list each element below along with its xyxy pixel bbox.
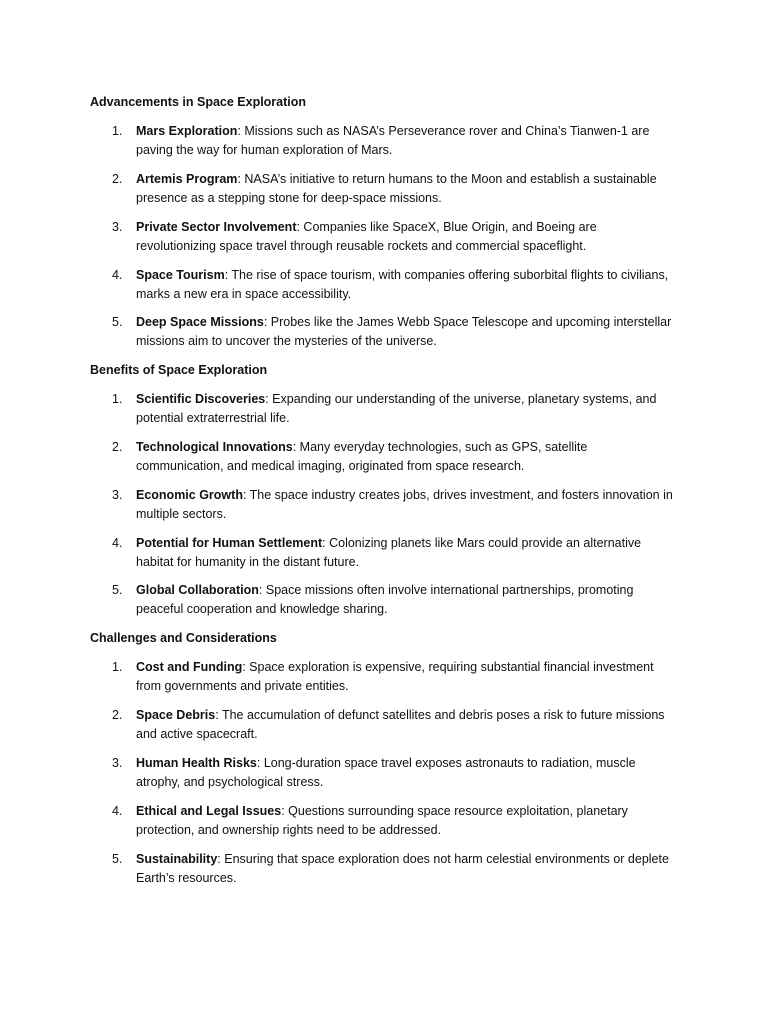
list-item-title: Technological Innovations (136, 440, 293, 454)
list-number: 4. (112, 268, 123, 282)
list-item-title: Space Debris (136, 708, 216, 722)
section-heading-advancements: Advancements in Space Exploration (90, 95, 307, 109)
list-item-text (136, 170, 676, 208)
list-item-text (136, 581, 676, 619)
list-item-body: : Probes like the James Webb Space Telescope and upcoming interstellar missions aim to uncover the mysteries of the universe. (136, 315, 672, 348)
list-item-body: : The rise of space tourism, with companies offering suborbital flights to civilians, marks a new era in space accessibility. (136, 268, 669, 301)
list-item-body: : NASA’s initiative to return humans to the Moon and establish a sustainable presence as a stepping stone for deep-space missions. (136, 172, 657, 205)
list-item-title: Ethical and Legal Issues (136, 804, 282, 818)
list-item-body: : Space missions often involve international partnerships, promoting peaceful cooperation and knowledge sharing. (136, 583, 634, 616)
list-item-text (136, 486, 676, 524)
list-item-title: Human Health Risks (136, 756, 257, 770)
list-item-text (136, 754, 676, 792)
list-number: 5. (112, 852, 123, 866)
list-number: 3. (112, 756, 123, 770)
list-item-text (136, 534, 676, 572)
list-number: 4. (112, 804, 123, 818)
list-item-title: Artemis Program (136, 172, 238, 186)
section-heading-benefits: Benefits of Space Exploration (90, 363, 268, 377)
list-item-title: Mars Exploration (136, 124, 238, 138)
list-item-body: : Space exploration is expensive, requiring substantial financial investment from governments and private entities. (136, 660, 654, 693)
list-item-text (136, 218, 676, 256)
list-number: 1. (112, 392, 123, 406)
list-item-title: Space Tourism (136, 268, 225, 282)
list-number: 2. (112, 172, 123, 186)
list-number: 1. (112, 124, 123, 138)
list-item-title: Scientific Discoveries (136, 392, 266, 406)
list-item-body: : Companies like SpaceX, Blue Origin, and Boeing are revolutionizing space travel through reusable rockets and commercial spaceflight. (136, 220, 597, 253)
list-item-text (136, 850, 676, 888)
list-number: 3. (112, 488, 123, 502)
list-item-title: Economic Growth (136, 488, 243, 502)
list-number: 2. (112, 708, 123, 722)
list-item-body: : Many everyday technologies, such as GPS, satellite communication, and medical imaging, originated from space research. (136, 440, 588, 473)
list-number: 3. (112, 220, 123, 234)
list-number: 2. (112, 440, 123, 454)
list-item-text (136, 438, 676, 476)
list-item-body: : Long-duration space travel exposes astronauts to radiation, muscle atrophy, and psychological stress. (136, 756, 636, 789)
list-item-title: Global Collaboration (136, 583, 259, 597)
list-item-body: : Expanding our understanding of the universe, planetary systems, and potential extraterrestrial life. (136, 392, 657, 425)
list-item-title: Deep Space Missions (136, 315, 264, 329)
list-item-text (136, 266, 676, 304)
section-heading-challenges: Challenges and Considerations (90, 631, 277, 645)
list-number: 5. (112, 315, 123, 329)
list-item-body: : The accumulation of defunct satellites and debris poses a risk to future missions and active spacecraft. (136, 708, 665, 741)
list-number: 1. (112, 660, 123, 674)
list-item-body: : The space industry creates jobs, drives investment, and fosters innovation in multiple sectors. (136, 488, 673, 521)
list-item-title: Private Sector Involvement (136, 220, 297, 234)
list-item-title: Potential for Human Settlement (136, 536, 323, 550)
list-number: 4. (112, 536, 123, 550)
list-item-body: : Colonizing planets like Mars could provide an alternative habitat for humanity in the distant future. (136, 536, 642, 569)
list-number: 5. (112, 583, 123, 597)
list-item-text (136, 802, 676, 840)
list-item-body: : Missions such as NASA’s Perseverance rover and China’s Tianwen-1 are paving the way for human exploration of Mars. (136, 124, 650, 157)
list-item-text (136, 122, 676, 160)
list-item-text (136, 706, 676, 744)
list-item-text (136, 658, 676, 696)
list-item-body: : Questions surrounding space resource exploitation, planetary protection, and ownership rights need to be addressed. (136, 804, 628, 837)
list-item-text (136, 390, 676, 428)
list-item-title: Cost and Funding (136, 660, 243, 674)
list-item-title: Sustainability (136, 852, 218, 866)
list-item-body: : Ensuring that space exploration does not harm celestial environments or deplete Earth’s resources. (136, 852, 669, 885)
list-item-text (136, 313, 676, 351)
